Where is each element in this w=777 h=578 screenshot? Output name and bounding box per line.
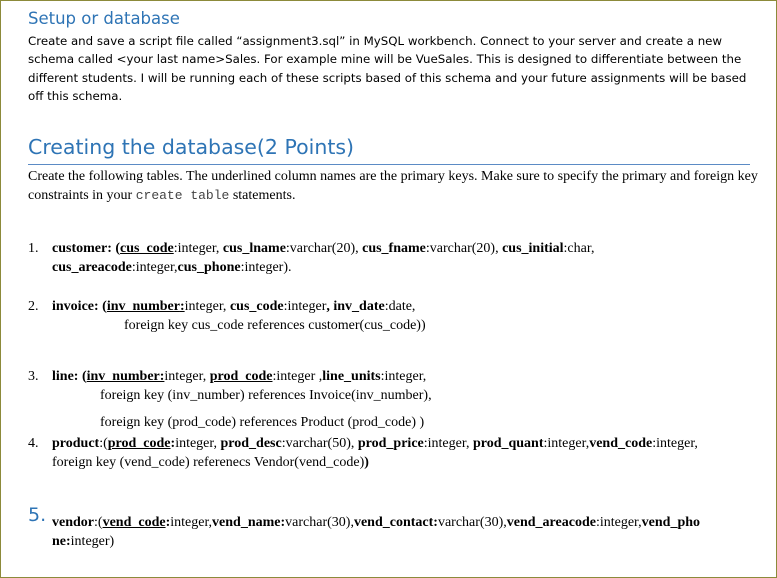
foreign-key-line: foreign key (prod_code) references Product (prod_code) ) (100, 415, 425, 430)
column-name: cus_fname (362, 241, 426, 256)
column-type: :( (99, 436, 108, 451)
heading-rule (28, 164, 750, 165)
column-type: :integer (283, 299, 327, 314)
table-definition (52, 239, 758, 277)
column-type: :char, (563, 241, 595, 256)
column-type: integer, (170, 515, 213, 530)
column-name: ( (78, 369, 87, 384)
column-name: vend_contact: (353, 515, 438, 530)
desc-text-end: statements. (229, 188, 296, 203)
column-type: varchar(30), (285, 515, 354, 530)
foreign-key-text: foreign key (vend_code) referenecs Vendor(vend_code) (52, 455, 365, 470)
column-list (112, 241, 595, 256)
creating-heading: Creating the database(2 Points) (28, 135, 355, 159)
table-definition (52, 434, 758, 472)
column-name: cus_phone (177, 260, 241, 275)
list-number: 3. (28, 369, 39, 384)
column-list (99, 436, 698, 451)
column-type: integer, (175, 436, 221, 451)
column-type: :integer, (173, 241, 223, 256)
table-name: customer: (52, 241, 112, 256)
column-name: : (170, 436, 176, 451)
column-name: inv_number: (86, 369, 165, 384)
list-number: 4. (28, 436, 39, 451)
column-type: :integer). (240, 260, 292, 275)
column-type: :varchar(20), (285, 241, 363, 256)
foreign-key-line: foreign key cus_code references customer(cus_code)) (124, 318, 426, 333)
column-list (78, 369, 426, 384)
column-type: integer, (184, 299, 230, 314)
column-name: : (179, 299, 185, 314)
column-name: line_units (322, 369, 381, 384)
foreign-key-line (52, 453, 758, 472)
column-type: integer, (164, 369, 210, 384)
column-name: prod_desc (220, 436, 282, 451)
table-definition (52, 513, 758, 551)
table-name: product (52, 436, 100, 451)
column-name: vend_name: (212, 515, 286, 530)
column-list (52, 534, 114, 549)
column-name: cus_code (120, 241, 174, 256)
creating-description (28, 167, 758, 205)
column-type: :integer , (272, 369, 323, 384)
definition-line (52, 367, 758, 386)
column-type: :date, (384, 299, 416, 314)
column-name: cus_code (229, 299, 284, 314)
table-definition (52, 297, 758, 335)
definition-line (52, 297, 758, 316)
table-definition (52, 367, 758, 432)
column-name: cus_lname (222, 241, 286, 256)
column-list (94, 515, 700, 530)
column-type: :varchar(20), (425, 241, 503, 256)
column-name: ( (111, 241, 121, 256)
desc-text: Create the following tables. The underlined column names are the primary keys. Make sure to specify the primary and foreign key constraints in your (28, 169, 758, 203)
column-type: varchar(30), (437, 515, 507, 530)
column-name: cus_initial (502, 241, 564, 256)
column-type: :integer, (423, 436, 473, 451)
column-name: vend_code (589, 436, 653, 451)
column-type: integer) (70, 534, 115, 549)
definition-line (52, 513, 758, 532)
column-name: vend_pho (641, 515, 701, 530)
column-name: cus_areacode (52, 260, 132, 275)
definition-line (52, 258, 758, 277)
foreign-key-line: foreign key (inv_number) references Invoice(inv_number), (100, 388, 432, 403)
desc-code: create table (135, 188, 230, 203)
list-number: 5. (28, 504, 47, 526)
column-list (52, 260, 292, 275)
column-type: :varchar(50), (281, 436, 358, 451)
column-name: prod_code (209, 369, 273, 384)
column-name: ne: (52, 534, 71, 549)
column-type: :integer, (595, 515, 642, 530)
table-name: vendor (52, 515, 94, 530)
table-name: line: (52, 369, 79, 384)
list-number: 1. (28, 241, 39, 256)
column-name: vend_code (102, 515, 166, 530)
column-type: :integer, (543, 436, 590, 451)
definition-line (52, 532, 758, 551)
column-type: :( (94, 515, 103, 530)
definition-line (52, 239, 758, 258)
column-name: prod_quant (472, 436, 544, 451)
table-name: invoice: (52, 299, 99, 314)
closing-paren: ) (364, 455, 369, 470)
column-name: prod_price (357, 436, 424, 451)
column-name: , inv_date (326, 299, 385, 314)
column-type: :integer, (652, 436, 698, 451)
column-name: ( (98, 299, 107, 314)
column-list (99, 299, 416, 314)
column-name: inv_number (106, 299, 180, 314)
column-name: prod_code (107, 436, 171, 451)
column-type: :integer, (380, 369, 427, 384)
definition-line (52, 434, 758, 453)
column-name: vend_areacode (506, 515, 596, 530)
setup-heading: Setup or database (28, 9, 180, 28)
column-type: :integer, (131, 260, 178, 275)
column-name: : (165, 515, 171, 530)
setup-paragraph: Create and save a script file called “assignment3.sql” in MySQL workbench. Connect to your server and create a new schema called <your last name>Sales. For example mine will be VueSales. This is designed to differentiate between the different students. I will be running each of these scripts based of this schema and your future assignments will be based off this schema. (28, 34, 747, 103)
list-number: 2. (28, 299, 39, 314)
